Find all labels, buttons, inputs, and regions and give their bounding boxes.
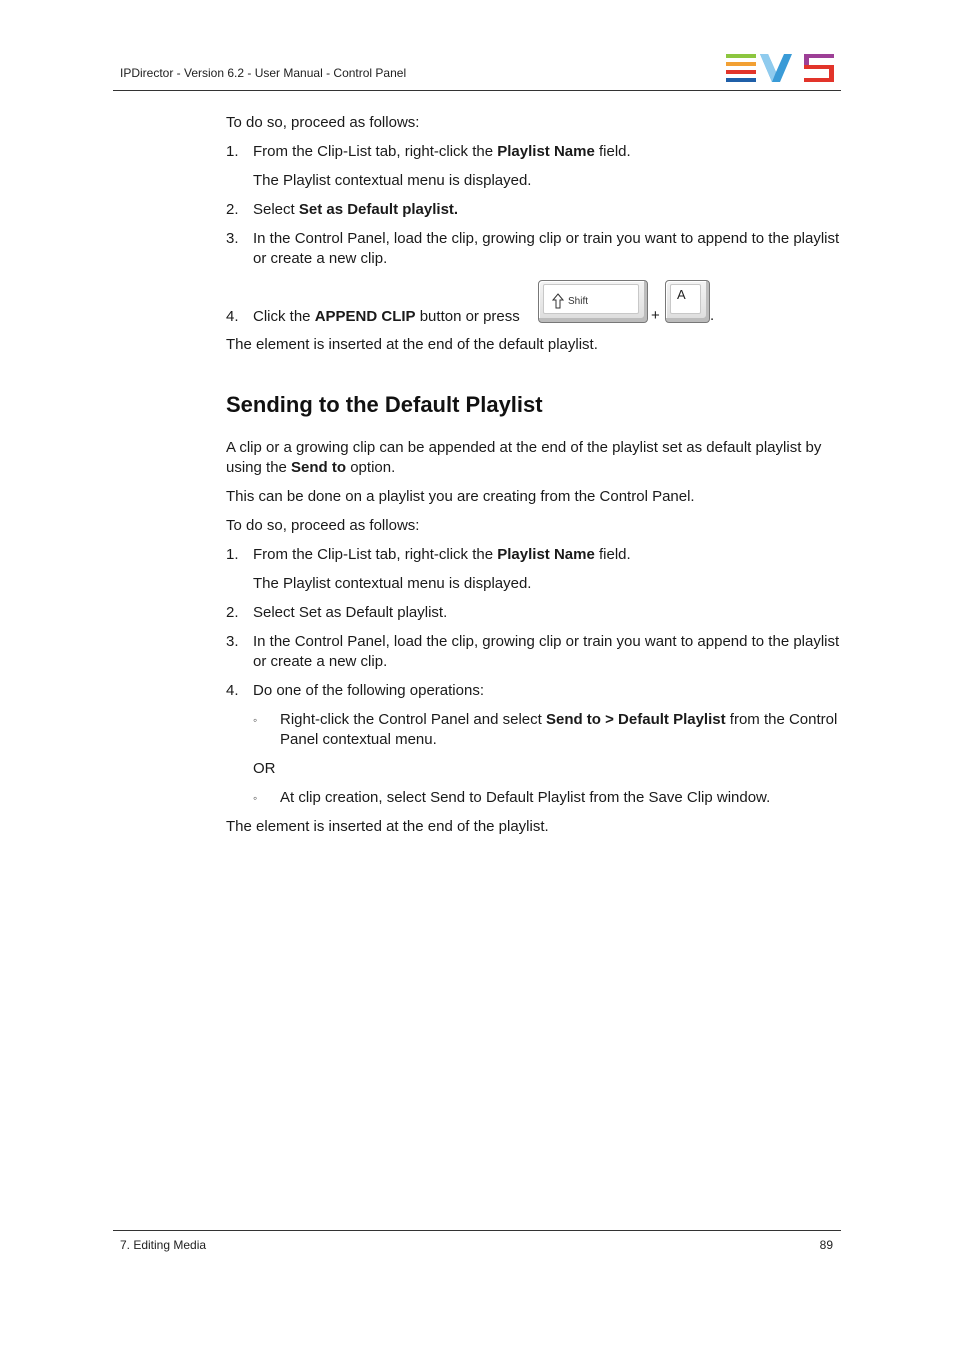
bullet-icon: ◦ — [253, 713, 258, 727]
section1-step3: In the Control Panel, load the clip, growing clip or train you want to append to the playlist or create a new clip. — [253, 230, 840, 267]
a-key-label: A — [677, 287, 686, 302]
step-number: 2. — [226, 604, 239, 621]
key-plus: + — [651, 307, 660, 324]
step-number: 4. — [226, 308, 239, 325]
footer-rule — [113, 1230, 841, 1231]
step-number: 3. — [226, 230, 239, 247]
step-number: 3. — [226, 633, 239, 650]
header-rule — [113, 90, 841, 91]
section1-result: The element is inserted at the end of the default playlist. — [226, 336, 598, 353]
step4-period: . — [710, 307, 715, 324]
bullet-item: At clip creation, select Send to Default Playlist from the Save Clip window. — [280, 789, 771, 806]
or-separator: OR — [253, 760, 276, 777]
section-heading: Sending to the Default Playlist — [226, 392, 543, 417]
section1-step1-note: The Playlist contextual menu is displayed. — [253, 172, 532, 189]
step-number: 1. — [226, 143, 239, 160]
running-header: IPDirector - Version 6.2 - User Manual - Control Panel — [120, 66, 407, 80]
section2-step3: In the Control Panel, load the clip, growing clip or train you want to append to the playlist or create a new clip. — [253, 633, 840, 670]
step-number: 1. — [226, 546, 239, 563]
shift-key-label: Shift — [568, 296, 589, 307]
section1-step1: From the Clip-List tab, right-click the Playlist Name field. — [253, 143, 631, 160]
bullet-icon: ◦ — [253, 791, 258, 805]
evs-logo — [726, 54, 834, 82]
section2-step1: From the Clip-List tab, right-click the Playlist Name field. — [253, 546, 631, 563]
section2-step1-note: The Playlist contextual menu is displayed. — [253, 575, 532, 592]
footer-chapter: 7. Editing Media — [120, 1238, 207, 1252]
page-number: 89 — [819, 1238, 833, 1252]
section2-paragraph1: A clip or a growing clip can be appended at the end of the playlist set as default playlist by using the Send to option. — [226, 439, 822, 476]
section2-step2: Select Set as Default playlist. — [253, 604, 448, 621]
section2-intro: To do so, proceed as follows: — [226, 517, 420, 534]
step-number: 4. — [226, 682, 239, 699]
section1-step4: Click the APPEND CLIP button or press — [253, 308, 520, 325]
shift-arrow-icon — [552, 293, 564, 309]
step-number: 2. — [226, 201, 239, 218]
bullet-item: Right-click the Control Panel and select Send to > Default Playlist from the Control Panel contextual menu. — [280, 711, 838, 748]
section2-result: The element is inserted at the end of the playlist. — [226, 818, 549, 835]
section2-step4: Do one of the following operations: — [253, 682, 484, 699]
section1-intro: To do so, proceed as follows: — [226, 114, 420, 131]
shift-key — [538, 280, 648, 323]
section1-step2: Select Set as Default playlist. — [253, 201, 459, 218]
section2-paragraph2: This can be done on a playlist you are creating from the Control Panel. — [226, 488, 695, 505]
a-key — [665, 280, 710, 323]
